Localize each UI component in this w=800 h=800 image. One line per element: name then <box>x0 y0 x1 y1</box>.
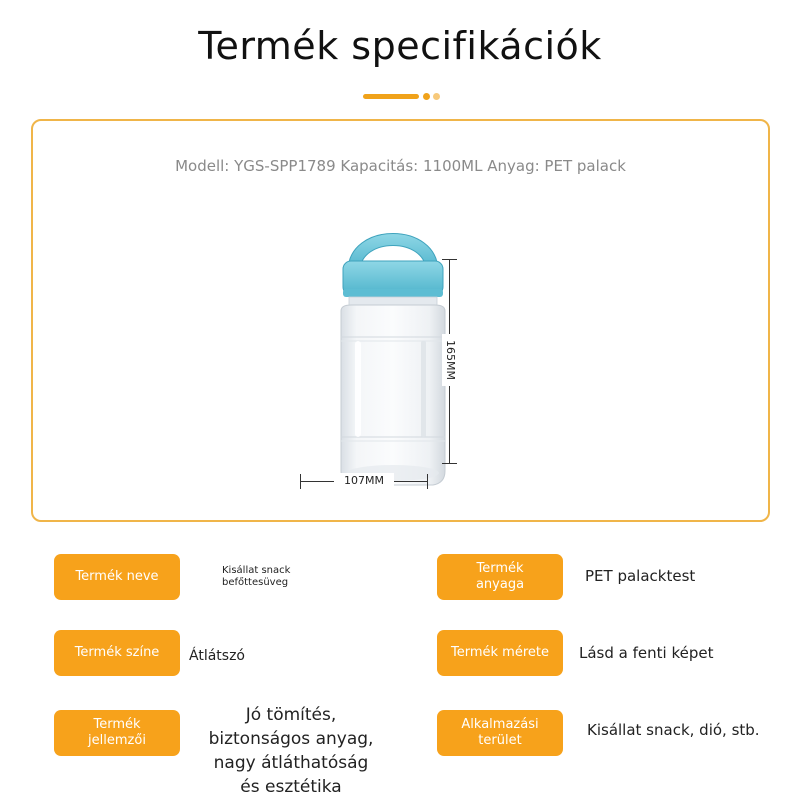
attribute-label-application: Alkalmazási terület <box>437 710 563 756</box>
spec-panel <box>31 119 770 522</box>
width-label: 107MM <box>334 473 394 489</box>
dimension-cap <box>427 474 428 489</box>
spec-summary: Modell: YGS-SPP1789 Kapacitás: 1100ML Anyag: PET palack <box>175 157 626 175</box>
dimension-cap <box>442 259 457 260</box>
decoration-dot <box>423 93 430 100</box>
height-label: 165MM <box>442 334 458 386</box>
attribute-value-features: Jó tömítés, biztonságos anyag, nagy átláthatóság és esztétika <box>208 705 374 797</box>
attribute-label-name: Termék neve <box>54 554 180 600</box>
attribute-label-features: Termék jellemzői <box>54 710 180 756</box>
height-dimension <box>438 259 462 464</box>
attribute-label-color: Termék színe <box>54 630 180 676</box>
attribute-value-application: Kisállat snack, dió, stb. <box>587 721 760 739</box>
jar-image <box>293 211 493 511</box>
attribute-label-material: Termék anyaga <box>437 554 563 600</box>
decoration-dot <box>433 93 440 100</box>
attribute-value-material: PET palacktest <box>585 567 696 585</box>
dimension-cap <box>442 463 457 464</box>
decoration-bar <box>363 94 419 99</box>
title-decoration <box>363 92 443 100</box>
attribute-value-color: Átlátszó <box>189 648 245 664</box>
attribute-value-size: Lásd a fenti képet <box>579 644 714 662</box>
width-dimension <box>300 473 428 489</box>
attribute-value-name: Kisállat snack befőttesüveg <box>222 565 291 588</box>
page-title: Termék specifikációk <box>198 24 602 68</box>
attribute-label-size: Termék mérete <box>437 630 563 676</box>
dimension-cap <box>300 474 301 489</box>
